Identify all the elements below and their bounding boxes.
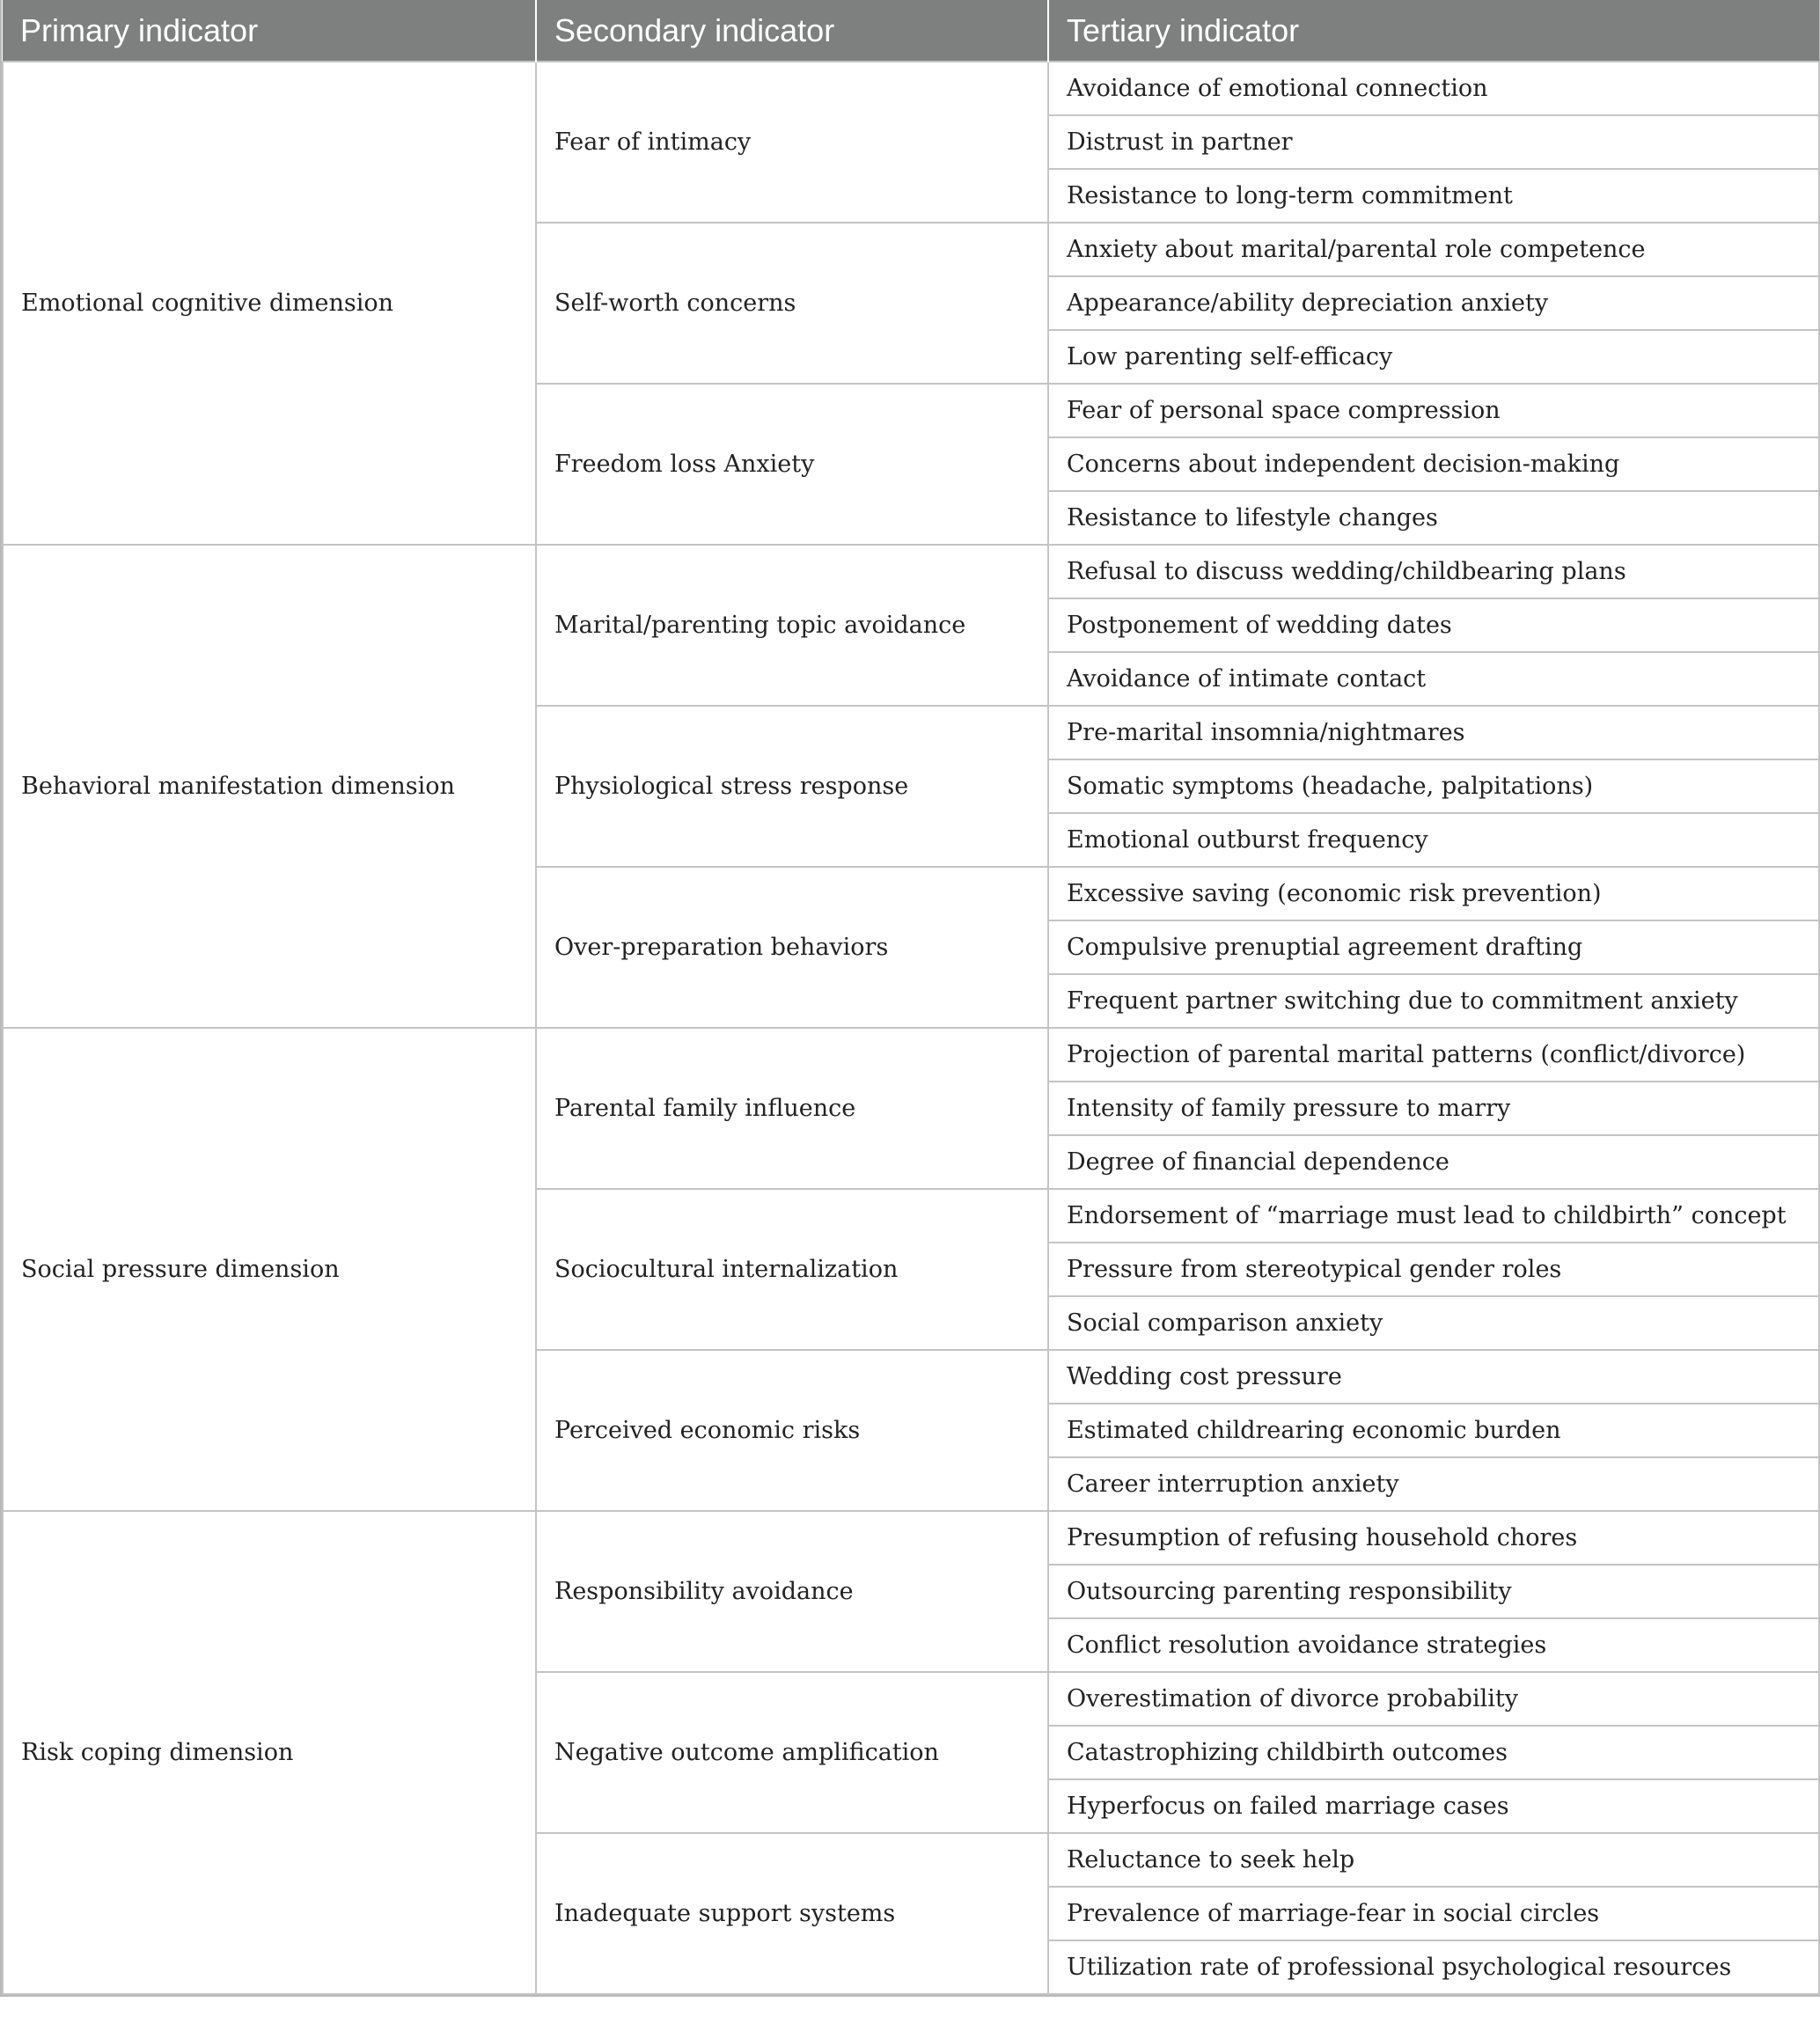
table-row [3, 545, 1819, 598]
tertiary-indicator-cell: Refusal to discuss wedding/childbearing plans [1048, 545, 1819, 598]
secondary-indicator-cell: Sociocultural internalization [536, 1189, 1048, 1350]
secondary-indicator-cell: Marital/parenting topic avoidance [536, 545, 1048, 706]
tertiary-indicator-cell: Reluctance to seek help [1048, 1833, 1819, 1887]
secondary-indicator-cell: Negative outcome amplification [536, 1672, 1048, 1833]
indicator-table [2, 0, 1820, 1995]
table-row [3, 1028, 1819, 1082]
header-tertiary-indicator: Tertiary indicator [1048, 0, 1819, 62]
secondary-indicator-cell: Self-worth concerns [536, 223, 1048, 384]
tertiary-indicator-cell: Appearance/ability depreciation anxiety [1048, 276, 1819, 330]
secondary-indicator-cell: Physiological stress response [536, 706, 1048, 867]
header-row [3, 0, 1819, 62]
tertiary-indicator-cell: Utilization rate of professional psychological resources [1048, 1940, 1819, 1994]
secondary-indicator-cell: Over-preparation behaviors [536, 867, 1048, 1028]
tertiary-indicator-cell: Compulsive prenuptial agreement drafting [1048, 920, 1819, 974]
secondary-indicator-cell: Responsibility avoidance [536, 1511, 1048, 1672]
tertiary-indicator-cell: Social comparison anxiety [1048, 1296, 1819, 1350]
tertiary-indicator-cell: Concerns about independent decision-making [1048, 437, 1819, 491]
tertiary-indicator-cell: Low parenting self-efficacy [1048, 330, 1819, 384]
tertiary-indicator-cell: Resistance to long-term commitment [1048, 169, 1819, 223]
primary-indicator-cell: Risk coping dimension [3, 1511, 536, 1994]
tertiary-indicator-cell: Resistance to lifestyle changes [1048, 491, 1819, 545]
primary-indicator-cell: Emotional cognitive dimension [3, 62, 536, 545]
tertiary-indicator-cell: Wedding cost pressure [1048, 1350, 1819, 1404]
tertiary-indicator-cell: Avoidance of intimate contact [1048, 652, 1819, 706]
secondary-indicator-cell: Fear of intimacy [536, 62, 1048, 223]
table-body [3, 62, 1819, 1994]
tertiary-indicator-cell: Hyperfocus on failed marriage cases [1048, 1779, 1819, 1833]
tertiary-indicator-cell: Fear of personal space compression [1048, 384, 1819, 437]
table-row [3, 62, 1819, 115]
tertiary-indicator-cell: Anxiety about marital/parental role competence [1048, 223, 1819, 276]
tertiary-indicator-cell: Somatic symptoms (headache, palpitations) [1048, 759, 1819, 813]
tertiary-indicator-cell: Endorsement of “marriage must lead to childbirth” concept [1048, 1189, 1819, 1243]
tertiary-indicator-cell: Emotional outburst frequency [1048, 813, 1819, 867]
secondary-indicator-cell: Inadequate support systems [536, 1833, 1048, 1994]
primary-indicator-cell: Behavioral manifestation dimension [3, 545, 536, 1028]
header-secondary-indicator: Secondary indicator [536, 0, 1048, 62]
tertiary-indicator-cell: Catastrophizing childbirth outcomes [1048, 1726, 1819, 1779]
tertiary-indicator-cell: Pressure from stereotypical gender roles [1048, 1243, 1819, 1296]
table-row [3, 1511, 1819, 1565]
table-header [3, 0, 1819, 62]
tertiary-indicator-cell: Conflict resolution avoidance strategies [1048, 1618, 1819, 1672]
tertiary-indicator-cell: Overestimation of divorce probability [1048, 1672, 1819, 1726]
secondary-indicator-cell: Parental family influence [536, 1028, 1048, 1189]
tertiary-indicator-cell: Presumption of refusing household chores [1048, 1511, 1819, 1565]
tertiary-indicator-cell: Avoidance of emotional connection [1048, 62, 1819, 115]
tertiary-indicator-cell: Estimated childrearing economic burden [1048, 1404, 1819, 1457]
tertiary-indicator-cell: Pre-marital insomnia/nightmares [1048, 706, 1819, 759]
secondary-indicator-cell: Freedom loss Anxiety [536, 384, 1048, 545]
tertiary-indicator-cell: Projection of parental marital patterns (conflict/divorce) [1048, 1028, 1819, 1082]
tertiary-indicator-cell: Degree of financial dependence [1048, 1135, 1819, 1189]
tertiary-indicator-cell: Frequent partner switching due to commitment anxiety [1048, 974, 1819, 1028]
primary-indicator-cell: Social pressure dimension [3, 1028, 536, 1511]
tertiary-indicator-cell: Prevalence of marriage-fear in social circles [1048, 1887, 1819, 1940]
tertiary-indicator-cell: Outsourcing parenting responsibility [1048, 1565, 1819, 1618]
header-primary-indicator: Primary indicator [3, 0, 536, 62]
secondary-indicator-cell: Perceived economic risks [536, 1350, 1048, 1511]
tertiary-indicator-cell: Intensity of family pressure to marry [1048, 1082, 1819, 1135]
tertiary-indicator-cell: Distrust in partner [1048, 115, 1819, 169]
tertiary-indicator-cell: Career interruption anxiety [1048, 1457, 1819, 1511]
tertiary-indicator-cell: Postponement of wedding dates [1048, 598, 1819, 652]
tertiary-indicator-cell: Excessive saving (economic risk prevention) [1048, 867, 1819, 920]
